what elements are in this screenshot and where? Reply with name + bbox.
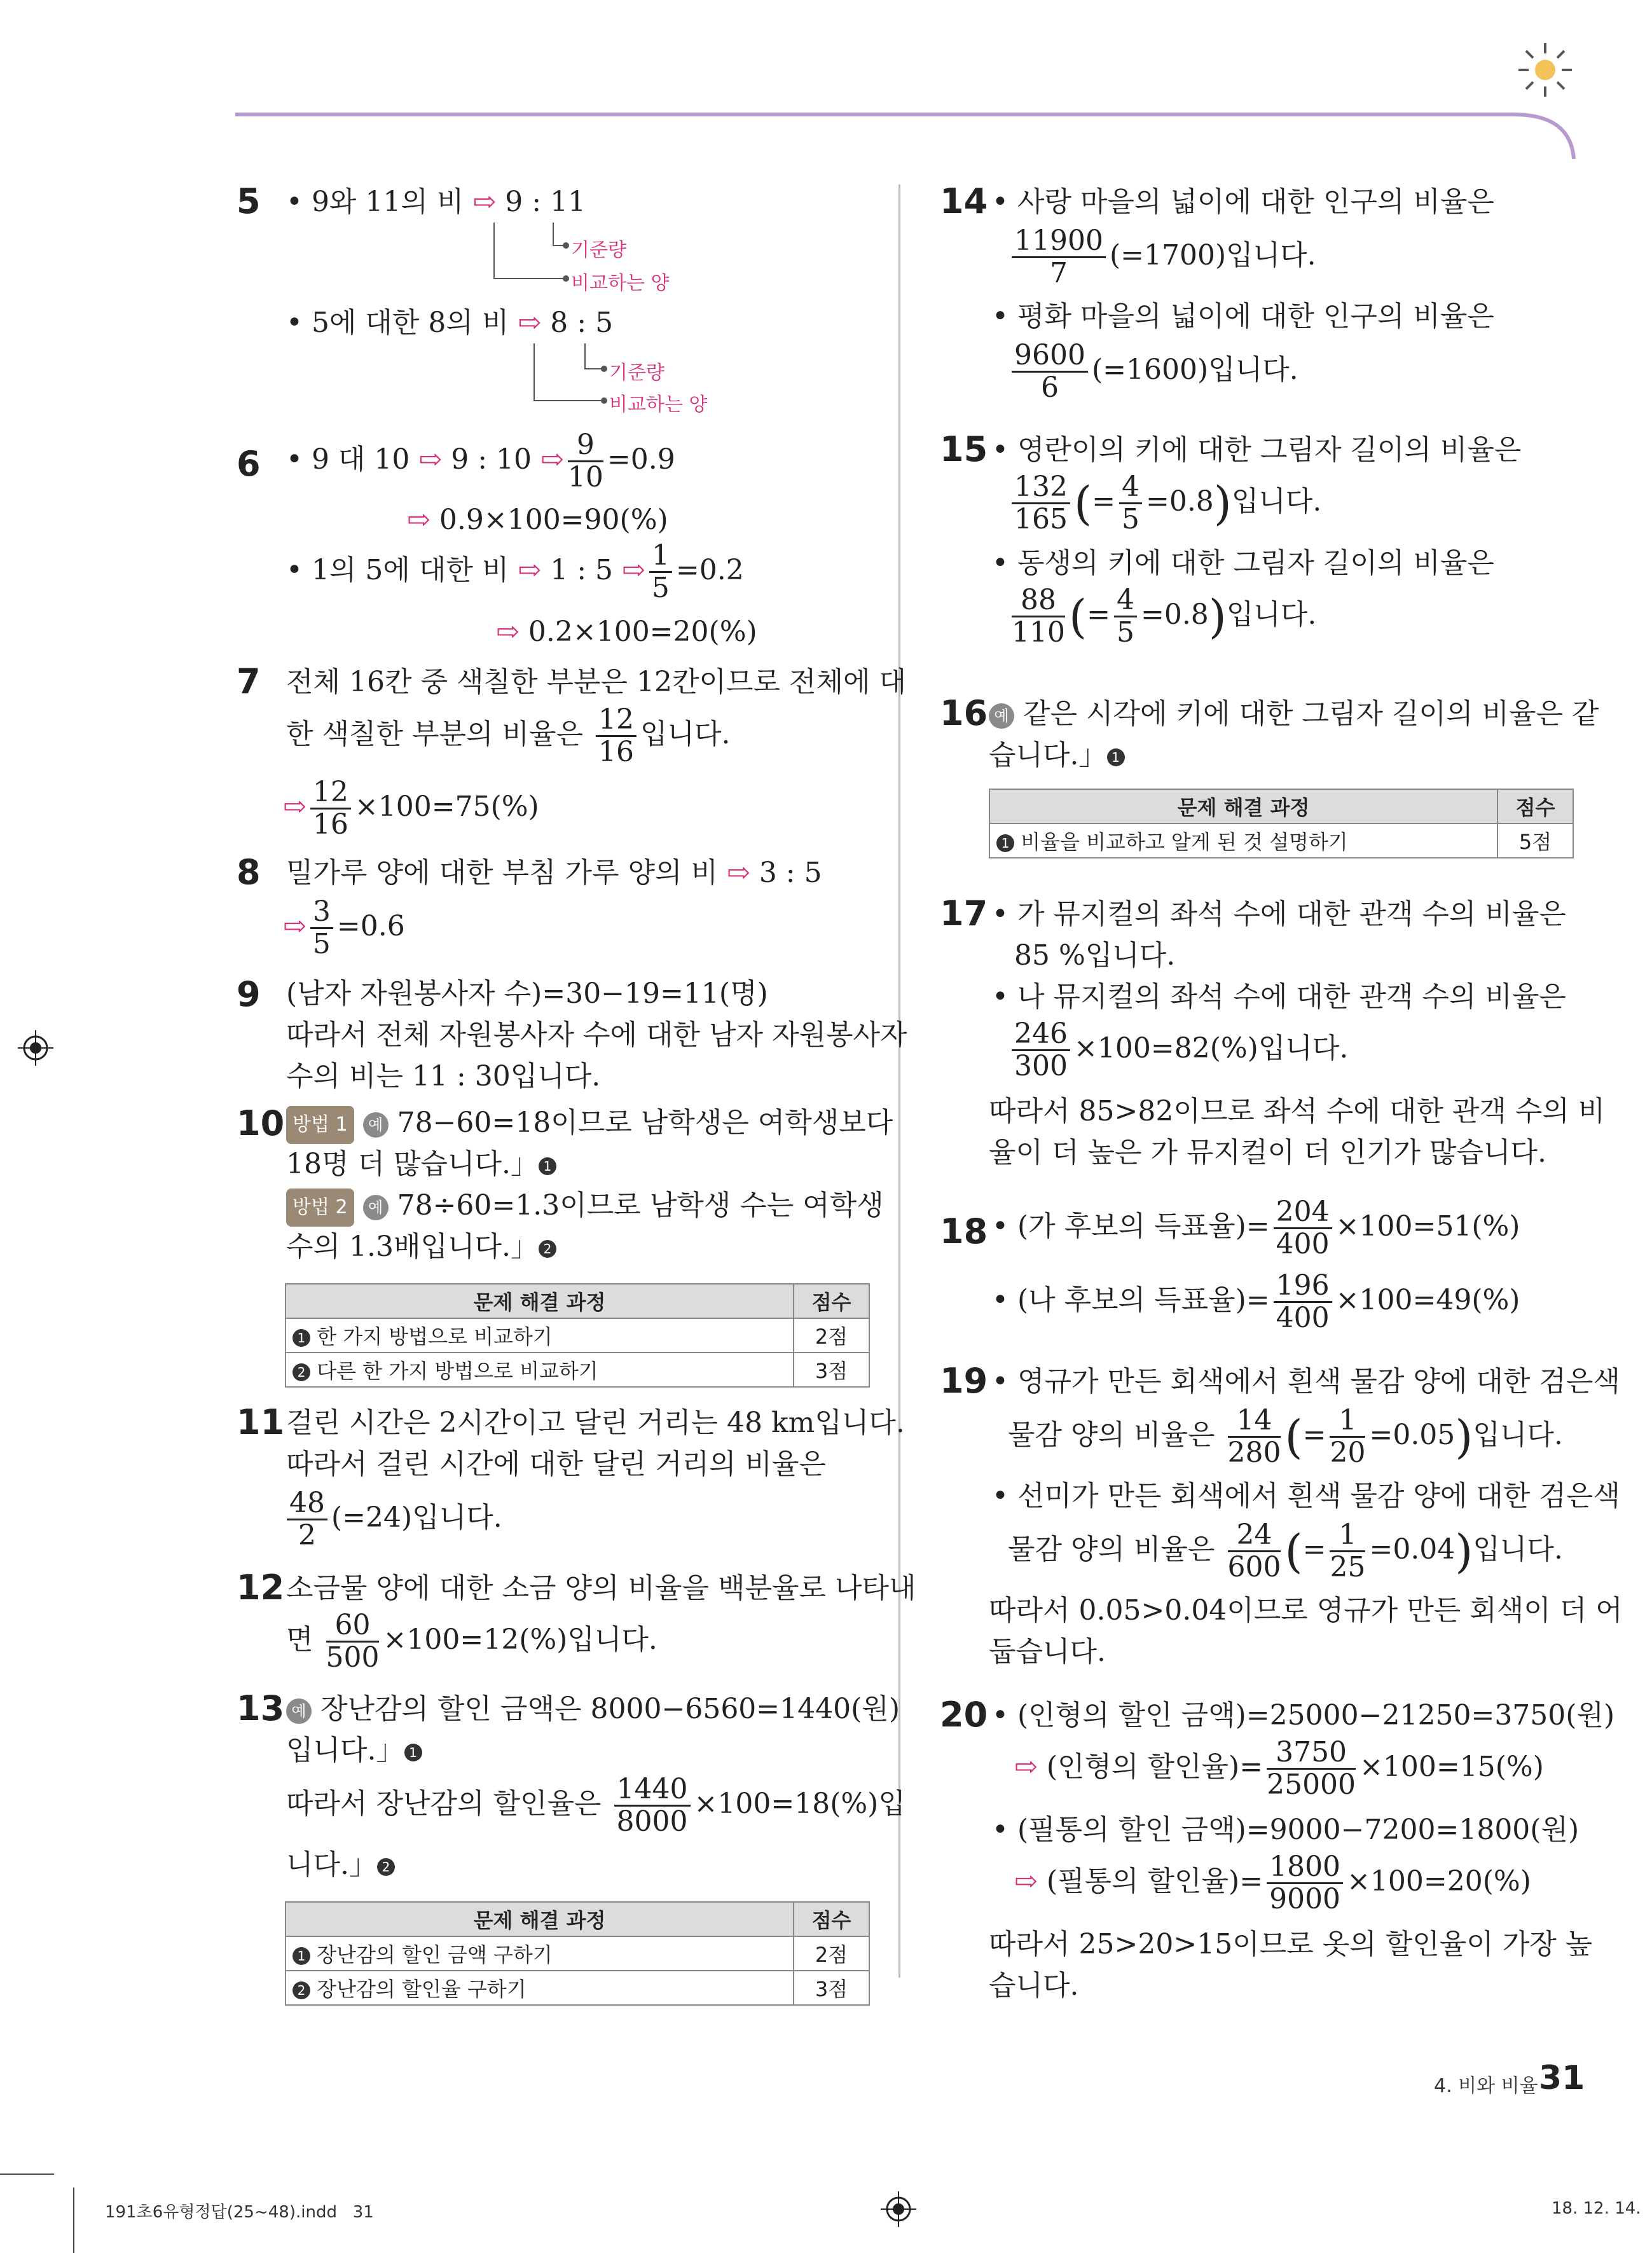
text-segment: 16	[312, 808, 348, 841]
problem-17-line-2: 85 %입니다.	[1014, 939, 1176, 972]
text-segment: (	[1073, 476, 1092, 530]
text-segment: 300	[1014, 1050, 1068, 1082]
text-segment: 60	[326, 1610, 380, 1643]
text-segment: 10	[567, 461, 603, 493]
text-segment: 4	[1114, 585, 1137, 617]
problem-18-line-2	[992, 1271, 1520, 1333]
problem-19-line-3: • 선미가 만든 회색에서 흰색 물감 양에 대한 검은색	[992, 1480, 1620, 1512]
header-rule	[235, 95, 1577, 159]
fraction	[1012, 1019, 1070, 1082]
text-segment: 132	[1012, 472, 1070, 504]
problem-20-line-4	[1014, 1852, 1531, 1915]
text-segment: 246	[1012, 1019, 1070, 1051]
text-segment: 장난감의 할인 금액은 8000−6560=1440(원)	[312, 1693, 900, 1725]
problem-10-number: 10	[237, 1103, 285, 1143]
text-segment: (	[1068, 589, 1087, 644]
problem-19-line-1: • 영규가 만든 회색에서 흰색 물감 양에 대한 검은색	[992, 1365, 1620, 1398]
text-segment: 수의 1.3배입니다.」	[286, 1230, 539, 1263]
text-segment: 110	[1012, 616, 1065, 649]
registration-mark-icon	[881, 2191, 916, 2227]
problem-7-number: 7	[237, 661, 261, 701]
text-segment: 2	[377, 1858, 395, 1876]
arrow-icon: ⇨	[518, 307, 542, 339]
problem-18-number: 18	[940, 1211, 988, 1251]
fraction	[1228, 1405, 1281, 1468]
text-segment: ×100=15(%)	[1359, 1751, 1544, 1783]
text-segment: (	[1284, 1524, 1303, 1578]
text-segment: 78÷60=1.3이므로 남학생 수는 여학생	[388, 1189, 884, 1222]
annotation-lines-2	[528, 343, 610, 413]
text-segment: 20	[1330, 1437, 1366, 1469]
problem-15-line-1: • 영란이의 키에 대한 그림자 길이의 비율은	[992, 434, 1522, 466]
text-segment: 3 : 5	[750, 857, 822, 889]
text-segment: 입니다.	[1231, 485, 1322, 518]
problem-6-number: 6	[237, 444, 261, 484]
problem-12-line-2	[286, 1610, 657, 1673]
problem-16-score-table: 문제 해결 과정 점수 1 비율을 비교하고 알게 된 것 설명하기 5점	[989, 789, 1574, 858]
text-segment: 입니다.	[640, 718, 731, 750]
arrow-icon: ⇨	[622, 554, 645, 586]
arrow-icon: ⇨	[1014, 1751, 1038, 1783]
problem-19-number: 19	[940, 1361, 988, 1401]
fraction	[1012, 226, 1106, 289]
problem-6-line-2	[407, 502, 668, 538]
text-segment: 0.9×100=90(%)	[430, 504, 668, 536]
text-segment: 18명 더 많습니다.」	[286, 1148, 539, 1180]
problem-15-line-4: $\frac{88}{110}$ (= $\frac{4}{5}$ =0.8)입니다.	[1012, 584, 1317, 649]
fraction	[1012, 585, 1065, 648]
arrow-icon: ⇨	[1014, 1865, 1038, 1898]
text-segment: 예	[363, 1112, 389, 1138]
problem-8-line-1	[286, 855, 822, 891]
text-segment: 1	[539, 1157, 556, 1175]
problem-14-line-1: • 사랑 마을의 넓이에 대한 인구의 비율은	[992, 186, 1494, 218]
registration-mark-icon	[18, 1030, 53, 1066]
text-segment: 9600	[1012, 340, 1088, 373]
sun-icon	[1513, 38, 1577, 102]
text-segment: (인형의 할인율)=	[1037, 1751, 1263, 1783]
text-segment: =0.05	[1369, 1419, 1456, 1451]
problem-17-line-4	[1008, 1019, 1348, 1082]
text-segment: 204	[1274, 1197, 1332, 1229]
problem-6-line-3	[286, 541, 744, 603]
problem-13-line-2	[286, 1733, 422, 1768]
text-segment: 예	[286, 1698, 312, 1724]
problem-20-line-3: • (필통의 할인 금액)=9000−7200=1800(원)	[992, 1814, 1580, 1846]
annotation-lines-1	[490, 223, 572, 293]
text-segment: 25	[1330, 1551, 1366, 1583]
arrow-icon: ⇨	[540, 443, 564, 476]
text-segment: =0.6	[336, 910, 405, 942]
problem-8-number: 8	[237, 852, 261, 892]
problem-13-score-table: 문제 해결 과정 점수 1 장난감의 할인 금액 구하기 2점 2 장난감의 할인율 구하기 3점	[285, 1901, 870, 2006]
problem-17-line-5: 따라서 85>82이므로 좌석 수에 대한 관객 수의 비	[989, 1095, 1606, 1127]
text-segment: 밀가루 양에 대한 부침 가루 양의 비	[286, 857, 727, 889]
problem-6-line-4	[496, 614, 757, 650]
text-segment: 5	[651, 572, 670, 604]
fraction	[1267, 1852, 1343, 1915]
problem-16-line-1	[989, 696, 1599, 732]
arrow-icon: ⇨	[283, 910, 306, 942]
fraction	[287, 1488, 327, 1551]
text-segment: 방법 1	[286, 1106, 354, 1144]
text-segment: 5	[1116, 616, 1134, 649]
text-segment: ×100=12(%)입니다.	[383, 1623, 657, 1656]
problem-20-line-5: 따라서 25>20>15이므로 옷의 할인율이 가장 높	[989, 1928, 1593, 1960]
fraction	[1228, 1520, 1281, 1583]
crop-mark	[73, 2188, 74, 2253]
problem-9-line-2: 따라서 전체 자원봉사자 수에 대한 남자 자원봉사자	[286, 1019, 907, 1051]
text-segment: 면	[286, 1623, 322, 1656]
text-segment: (=24)입니다.	[331, 1501, 502, 1534]
problem-11-line-1: 걸린 시간은 2시간이고 달린 거리는 48 km입니다.	[286, 1407, 905, 1439]
problem-9-number: 9	[237, 974, 261, 1014]
fraction	[1330, 1520, 1365, 1583]
text-segment: 예	[989, 703, 1014, 729]
text-segment: )	[1455, 1410, 1473, 1464]
text-segment: 1 : 5	[541, 554, 623, 586]
text-segment: (=1700)입니다.	[1109, 239, 1316, 272]
text-segment: 한 색칠한 부분의 비율은	[286, 718, 592, 750]
arrow-icon: ⇨	[496, 616, 520, 648]
text-segment: 9000	[1269, 1883, 1341, 1915]
problem-11-line-2: 따라서 걸린 시간에 대한 달린 거리의 비율은	[286, 1448, 826, 1480]
ratio: 9 : 11	[505, 186, 586, 218]
text-segment: ×100=18(%)입	[694, 1788, 905, 1820]
problem-19-line-5: 따라서 0.05>0.04이므로 영규가 만든 회색이 더 어	[989, 1594, 1623, 1627]
text-segment: 1	[1330, 1520, 1365, 1552]
fraction	[1330, 1405, 1365, 1468]
problem-16-line-2	[989, 738, 1125, 773]
text-segment: 500	[326, 1641, 380, 1674]
fraction	[1274, 1271, 1332, 1333]
problem-15-line-2: $\frac{132}{165}$ (= $\frac{4}{5}$ =0.8)입니다.	[1008, 472, 1321, 535]
text-segment: 1	[649, 541, 672, 573]
text-segment: ×100=75(%)	[354, 790, 539, 823]
print-date: 18. 12. 14.	[1552, 2199, 1641, 2218]
text-segment: 입니다.	[1473, 1533, 1563, 1566]
text-segment: (	[1284, 1410, 1303, 1464]
problem-14-line-3: • 평화 마을의 넓이에 대한 인구의 비율은	[992, 300, 1494, 333]
text-segment: 3750	[1267, 1737, 1356, 1770]
text-segment: 1	[1330, 1405, 1365, 1438]
arrow-icon: ⇨	[726, 857, 750, 889]
problem-7-line-3	[283, 777, 539, 840]
fraction	[614, 1774, 691, 1837]
problem-17-line-1: • 가 뮤지컬의 좌석 수에 대한 관객 수의 비율은	[992, 898, 1566, 930]
problem-20-line-1: • (인형의 할인 금액)=25000−21250=3750(원)	[992, 1699, 1615, 1732]
fraction	[326, 1610, 380, 1673]
text-segment: 입니다.	[1473, 1419, 1563, 1451]
text-segment: (필통의 할인율)=	[1037, 1865, 1263, 1898]
text-segment: ×100=51(%)	[1335, 1210, 1520, 1243]
text-segment: • 1의 5에 대한 비	[286, 554, 518, 586]
arrow-icon: ⇨	[407, 504, 430, 536]
text-segment: 5	[1121, 503, 1139, 535]
text-segment: 물감 양의 비율은	[1008, 1419, 1224, 1451]
label-base-amount: 기준량	[609, 362, 664, 384]
text-segment: )	[1208, 589, 1227, 644]
fraction	[568, 430, 603, 493]
fraction	[1119, 472, 1142, 535]
text-segment: 1800	[1267, 1852, 1343, 1884]
text-segment: • 9 대 10	[286, 443, 419, 476]
text: • 5에 대한 8의 비	[286, 307, 518, 339]
problem-14-number: 14	[940, 181, 988, 221]
text-segment: 9	[568, 430, 603, 462]
problem-10-line-3	[286, 1188, 884, 1227]
text-segment: 물감 양의 비율은	[1008, 1533, 1224, 1566]
fraction	[1012, 472, 1070, 535]
text-segment: 2	[298, 1519, 316, 1552]
text-segment: ×100=49(%)	[1335, 1284, 1520, 1316]
text-segment: =0.8	[1145, 485, 1214, 518]
problem-7-line-1: 전체 16칸 중 색칠한 부분은 12칸이므로 전체에 대	[286, 666, 906, 698]
problem-19-line-2: 물감 양의 비율은 $\frac{14}{280}$ (= $\frac{1}{20}$ =0.05)입니다.	[1008, 1404, 1563, 1469]
text-segment: 5	[312, 928, 331, 960]
problem-10-line-1	[286, 1105, 893, 1144]
fraction	[1274, 1197, 1332, 1260]
text-segment: 11900	[1012, 226, 1106, 258]
text-segment: 니다.」	[286, 1849, 377, 1881]
problem-10-line-4	[286, 1229, 556, 1265]
label-base-amount: 기준량	[571, 239, 626, 261]
fraction	[1012, 340, 1088, 403]
text-segment: 0.2×100=20(%)	[519, 616, 757, 648]
problem-5-line-1	[286, 184, 586, 220]
arrow-icon: ⇨	[418, 443, 443, 476]
problem-17-line-6: 율이 더 높은 가 뮤지컬이 더 인기가 많습니다.	[989, 1136, 1546, 1169]
text-segment: • (나 후보의 득표율)=	[992, 1284, 1270, 1316]
text-segment: =0.8	[1140, 598, 1209, 631]
text-segment: 14	[1228, 1405, 1281, 1438]
text-segment: 7	[1049, 257, 1068, 289]
problem-20-number: 20	[940, 1695, 988, 1735]
chapter-label: 4. 비와 비율	[1434, 2075, 1538, 2097]
problem-5-line-2	[286, 305, 613, 341]
text-segment: 1440	[614, 1774, 691, 1807]
problem-17-number: 17	[940, 893, 988, 934]
problem-14-line-2	[1008, 226, 1316, 289]
problem-11-number: 11	[237, 1402, 285, 1442]
problem-7-line-2	[286, 705, 730, 768]
problem-13-number: 13	[237, 1688, 285, 1728]
text-segment: 78−60=18이므로 남학생은 여학생보다	[388, 1106, 893, 1139]
text-segment: 196	[1274, 1271, 1332, 1303]
text-segment: =0.9	[607, 443, 675, 476]
text-segment: 25000	[1267, 1768, 1356, 1801]
problem-12-number: 12	[237, 1567, 285, 1608]
problem-13-line-4	[286, 1847, 395, 1883]
text-segment: ×100=82(%)입니다.	[1073, 1032, 1349, 1064]
text-segment: 4	[1119, 472, 1142, 504]
text: • 9와 11의 비	[286, 186, 473, 218]
text-segment: 6	[1040, 371, 1059, 404]
text-segment: 방법 2	[286, 1189, 354, 1227]
text-segment: )	[1213, 476, 1232, 530]
text-segment: 1	[1107, 748, 1125, 766]
arrow-icon: ⇨	[472, 186, 497, 218]
text-segment: 3	[310, 897, 333, 929]
text-segment: 165	[1014, 503, 1068, 535]
problem-15-number: 15	[940, 429, 988, 469]
text-segment: 88	[1012, 585, 1065, 617]
text-segment: 입니다.」	[286, 1734, 404, 1767]
text-segment: 같은 시각에 키에 대한 그림자 길이의 비율은 같	[1014, 698, 1599, 730]
page-number: 31	[1539, 2059, 1585, 2097]
text-segment: 16	[598, 736, 634, 768]
text-segment: )	[1455, 1524, 1473, 1578]
text-segment: 따라서 장난감의 할인율은	[286, 1788, 610, 1820]
problem-20-line-2	[1014, 1737, 1544, 1800]
text-segment: 24	[1228, 1520, 1281, 1552]
text-segment: • (가 후보의 득표율)=	[992, 1210, 1270, 1243]
fraction	[310, 897, 333, 960]
problem-13-line-3	[286, 1774, 905, 1837]
problem-16-number: 16	[940, 693, 988, 733]
fraction	[649, 541, 672, 603]
text-segment: (=1600)입니다.	[1091, 354, 1298, 386]
text-segment: =0.2	[675, 554, 744, 586]
text-segment: 습니다.」	[989, 739, 1107, 771]
text-segment: 예	[363, 1195, 389, 1220]
arrow-icon: ⇨	[283, 790, 306, 823]
problem-15-line-3: • 동생의 키에 대한 그림자 길이의 비율은	[992, 547, 1494, 579]
fraction	[1114, 585, 1137, 648]
text-segment: 8000	[616, 1805, 688, 1838]
text-segment: =0.04	[1369, 1533, 1456, 1566]
problem-9-line-3: 수의 비는 11 : 30입니다.	[286, 1060, 601, 1092]
fraction	[1267, 1737, 1356, 1800]
problem-8-line-2	[283, 897, 405, 960]
label-compared-amount: 비교하는 양	[609, 394, 708, 416]
problem-5-number: 5	[237, 181, 261, 221]
text-segment: 12	[310, 777, 351, 810]
problem-11-line-3	[283, 1488, 502, 1551]
fraction	[310, 777, 351, 840]
text-segment: 2	[539, 1240, 556, 1258]
file-info: 191초6유형정답(25~48).indd 31	[105, 2203, 374, 2222]
arrow-icon: ⇨	[518, 554, 542, 586]
problem-14-line-4	[1008, 340, 1298, 403]
problem-10-line-2	[286, 1147, 556, 1182]
problem-9-line-1: (남자 자원봉사자 수)=30−19=11(명)	[286, 977, 768, 1010]
problem-19-line-4: 물감 양의 비율은 $\frac{24}{600}$ (= $\frac{1}{25}$ =0.04)입니다.	[1008, 1519, 1563, 1583]
ratio: 8 : 5	[550, 307, 614, 339]
text-segment: 48	[287, 1488, 327, 1520]
text-segment: 600	[1227, 1551, 1281, 1583]
problem-12-line-1: 소금물 양에 대한 소금 양의 비율을 백분율로 나타내	[286, 1572, 916, 1604]
problem-13-line-1	[286, 1691, 900, 1727]
problem-20-line-6: 습니다.	[989, 1969, 1079, 2002]
problem-6-line-1	[286, 430, 675, 493]
text-segment: 1	[404, 1744, 422, 1761]
text-segment: ×100=20(%)	[1347, 1865, 1531, 1898]
fraction	[596, 705, 637, 768]
problem-18-line-1	[992, 1197, 1520, 1260]
text-segment: 9 : 10	[442, 443, 541, 476]
text-segment: 400	[1276, 1302, 1330, 1334]
text-segment: 280	[1227, 1437, 1281, 1469]
crop-mark	[0, 2174, 54, 2175]
label-compared-amount: 비교하는 양	[571, 272, 670, 294]
text-segment: 12	[596, 705, 637, 737]
problem-10-score-table: 문제 해결 과정 점수 1 한 가지 방법으로 비교하기 2점 2 다른 한 가지 방법으로 비교하기 3점	[285, 1283, 870, 1388]
problem-17-line-3: • 나 뮤지컬의 좌석 수에 대한 관객 수의 비율은	[992, 981, 1566, 1013]
text-segment: 입니다.	[1226, 598, 1317, 631]
problem-19-line-6: 둡습니다.	[989, 1636, 1106, 1668]
text-segment: 400	[1276, 1228, 1330, 1260]
